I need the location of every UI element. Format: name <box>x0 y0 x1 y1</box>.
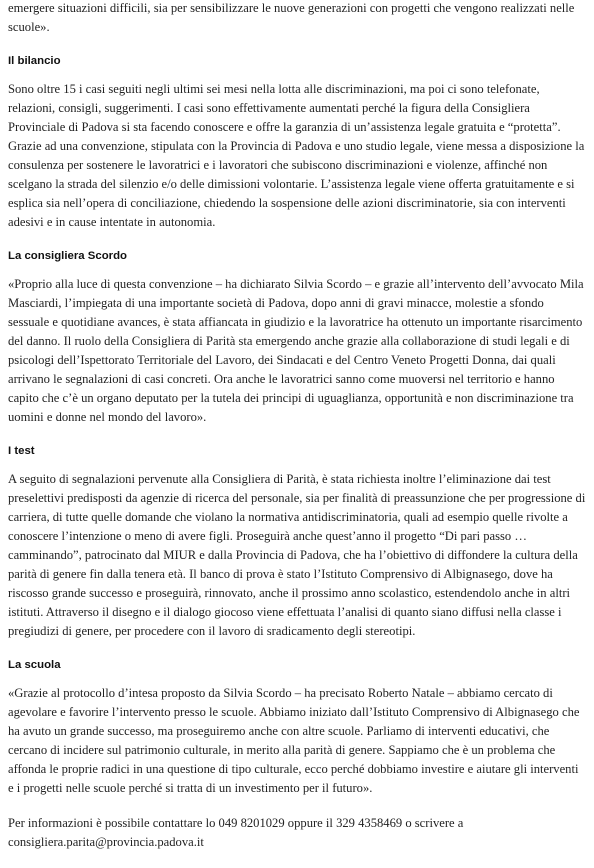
contact-paragraph <box>8 814 586 852</box>
article-body <box>8 0 586 868</box>
section-heading-consigliera: La consigliera Scordo <box>8 250 128 262</box>
section-heading-test: I test <box>8 445 35 457</box>
section-body-scuola: «Grazie al protocollo d’intesa proposto da Silvia Scordo – ha precisato Roberto Natale – abbiamo cercato di agevolare e favorire l’intervento presso le scuole. Abbiamo iniziato dall’Istituto Comprensivo di Albignasego che ha avuto un grande successo, ma proseguiremo anche con altre scuole. Parliamo di interventi educativi, che cercano di incidere sul patrimonio culturale, in merito alla parità di genere. Sappiamo che è un problema che affonda le proprie radici in una questione di tipo culturale, ecco perché dobbiamo investire e aiutare gli interventi e i progetti nelle scuole perché si tratta di un investimento per il futuro». <box>8 686 580 795</box>
contact-email-link[interactable]: consigliera.parita@provincia.padova.it <box>8 835 204 849</box>
section-heading-bilancio: Il bilancio <box>8 55 61 67</box>
section-body-bilancio: Sono oltre 15 i casi seguiti negli ultimi sei mesi nella lotta alle discriminazioni, ma poi ci sono telefonate, relazioni, consigli, suggerimenti. I casi sono effettivamente aumentati perché la figura della Consigliera Provinciale di Padova si sta facendo conoscere e offre la garanzia di un’assistenza legale gratuita e “protetta”. Grazie ad una convenzione, stipulata con la Provincia di Padova e uno studio legale, viene messa a disposizione la consulenza per sostenere le lavoratrici e i lavoratori che subiscono discriminazioni e violenze, affinché non scelgano la strada del silenzio e/o delle dimissioni volontarie. L’assistenza legale viene offerta gratuitamente e si esplica sia nell’opera di conciliazione, chiedendo la sospensione delle azioni discriminatorie, sia con interventi adesivi e in cause intentate in autonomia. <box>8 82 585 229</box>
section-body-consigliera: «Proprio alla luce di questa convenzione – ha dichiarato Silvia Scordo – e grazie all’intervento dell’avvocato Mila Masciardi, l’impiegata di una importante società di Padova, dopo anni di gravi minacce, molestie a sfondo sessuale e quotidiane avances, è stata affiancata in giudizio e la lavoratrice ha ottenuto un importante risarcimento del danno. Il ruolo della Consigliera di Parità sta emergendo anche grazie alla collaborazione di studi legali e di psicologi dell’Ispettorato Territoriale del Lavoro, dei Sindacati e del Centro Veneto Progetti Donna, dai quali arrivano le segnalazioni di casi concreti. Ora anche le lavoratrici sanno come muoversi nel territorio e hanno capito che c’è un organo deputato per la tutela dei principi di uguaglianza, opportunità e non discriminazione tra uomini e donne nel mondo del lavoro». <box>8 277 584 424</box>
contact-text: Per informazioni è possibile contattare lo 049 8201029 oppure il 329 4358469 o scrivere a <box>8 816 464 830</box>
section-body-test: A seguito di segnalazioni pervenute alla Consigliera di Parità, è stata richiesta inoltre l’eliminazione dai test preselettivi predisposti da agenzie di ricerca del personale, sia per finalità di preassunzione che per progressione di carriera, di tutte quelle domande che violano la normativa antidiscriminatoria, quali ad esempio quelle rivolte a conoscere l’intenzione o meno di avere figli. Proseguirà anche quest’anno il progetto “Di pari passo … camminando”, patrocinato dal MIUR e dalla Provincia di Padova, che ha l’obiettivo di diffondere la cultura della parità di genere fin dalla tenera età. Il banco di prova è stato l’Istituto Comprensivo di Albignasego, dove ha riscosso grande successo e proseguirà, rinnovato, anche il prossimo anno scolastico, estendendolo anche in altri istituti. Attraverso il disegno e il dialogo giocoso viene effettuata l’analisi di quanto siano diffusi nella classe i pregiudizi di genere, per procedere con il lavoro di sradicamento degli stereotipi. <box>8 472 586 638</box>
section-heading-scuola: La scuola <box>8 659 61 671</box>
intro-paragraph-tail: emergere situazioni difficili, sia per sensibilizzare le nuove generazioni con progetti che vengono realizzati nelle scuole». <box>8 1 575 34</box>
